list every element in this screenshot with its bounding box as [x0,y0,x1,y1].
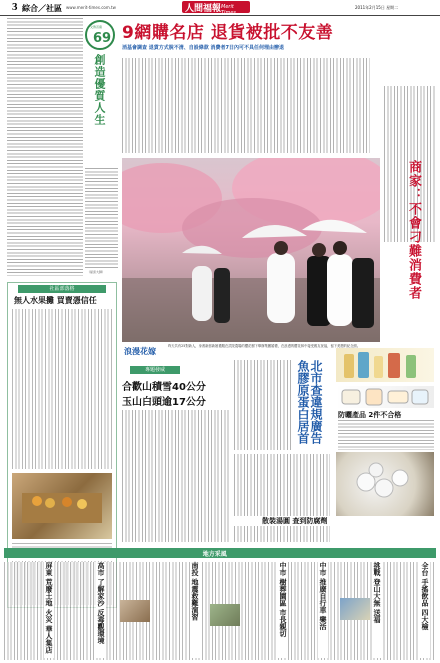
photo-caption-text: 昨天共有25對新人，身著新郎新娘禮服在武陵農場的櫻花樹下舉辦集團婚禮，在浪漫的櫻花林中接受親友祝福，留下美麗的紀念照。 [168,344,361,348]
masthead-url: www.merit-times.com.tw [66,5,116,10]
bottom-story-2-headline: 挑戰 登山大無 送福 [372,562,382,658]
bottom-story-7-headline: 屏東 荒廢土地 火災 華人集店 [44,562,54,658]
product-photo-top [336,348,434,382]
logo-chinese: 人間福報 [185,4,222,14]
essay-body-text [7,18,83,276]
essay-title: 創造優質人生 [93,54,106,126]
page-number: 3 [12,1,18,13]
fruit-stand-scene [12,473,112,539]
photo-caption-title: 浪漫花嫁 [124,347,156,356]
bottom-photo-c [120,600,150,622]
dumpling-article-text [234,526,330,542]
sunscreen-tubes [336,386,434,408]
bottom-photo-b [210,604,240,626]
bottom-story-4-headline: 中市 樹葬園區 市長親切 [278,562,288,658]
main-headline: 9網購名店 退貨被批不友善 [122,23,334,43]
masthead [0,0,440,16]
snow-headline-1: 合歡山積雪40公分 [122,382,206,393]
essay-author: （星雲大師） [87,270,106,274]
community-blog-label: 社區部落格 [18,285,106,293]
wedding-photo [122,158,380,342]
section-label: 綜合／社區 [22,4,62,13]
ad-article-text-lower [234,454,330,516]
product-headline: 防曬產品 2件不合格 [338,411,402,419]
bottom-photo-a [340,598,370,620]
bottom-story-1-headline: 全台 手搖飲品 四大檢 [420,562,430,658]
badge-number: 69 [93,31,112,46]
community-blog-text [12,309,112,469]
fruit-stand-photo [12,473,112,539]
product-photo-bottom [336,386,434,408]
bottom-story-6-headline: 高市 了解家沙 反毒觀環境 [96,562,106,658]
ad-violation-headline: 北市查違規廣告 魚膠原蛋白居首 [296,360,323,444]
newspaper-logo [182,1,250,16]
ad-article-text [234,360,292,450]
sunscreen-bottles [336,348,434,382]
photo-scene [122,158,380,342]
local-section-label: 地方采風 [202,551,227,558]
lead-article-text [122,58,370,153]
essay-column [7,18,118,276]
essay-body-lower [85,168,118,268]
badge-label: 文殊菩薩 [90,25,103,29]
snow-headline-2: 玉山白頭逾17公分 [122,397,206,408]
feature-label: 專題發威 [130,366,180,374]
issue-date: 2011年2月15日 星期二 [355,5,399,10]
side-headline: 商家：不會刁難消費者 [406,160,421,300]
sub-headline: 消基會調查 退貨方式脫不清、自設條款 消費者7日內可不具任何理由辦退 [122,45,284,51]
snow-article-text [122,410,230,542]
local-section-bar [4,548,436,558]
rice-dumplings [336,452,434,516]
community-blog-box [7,282,117,608]
dumpling-headline: 散裝湯圓 查到防腐劑 [262,517,328,525]
bottom-story-3-headline: 中市 推廣自行車 樂活 [318,562,328,658]
essay-badge [85,20,115,50]
community-blog-headline: 無人水果攤 買賣憑信任 [14,296,97,305]
logo-english: Merit Times [221,4,236,16]
dumpling-photo [336,452,434,516]
product-article-text [338,420,434,450]
bottom-story-5-headline: 南投 地震救難演習 [190,562,200,658]
